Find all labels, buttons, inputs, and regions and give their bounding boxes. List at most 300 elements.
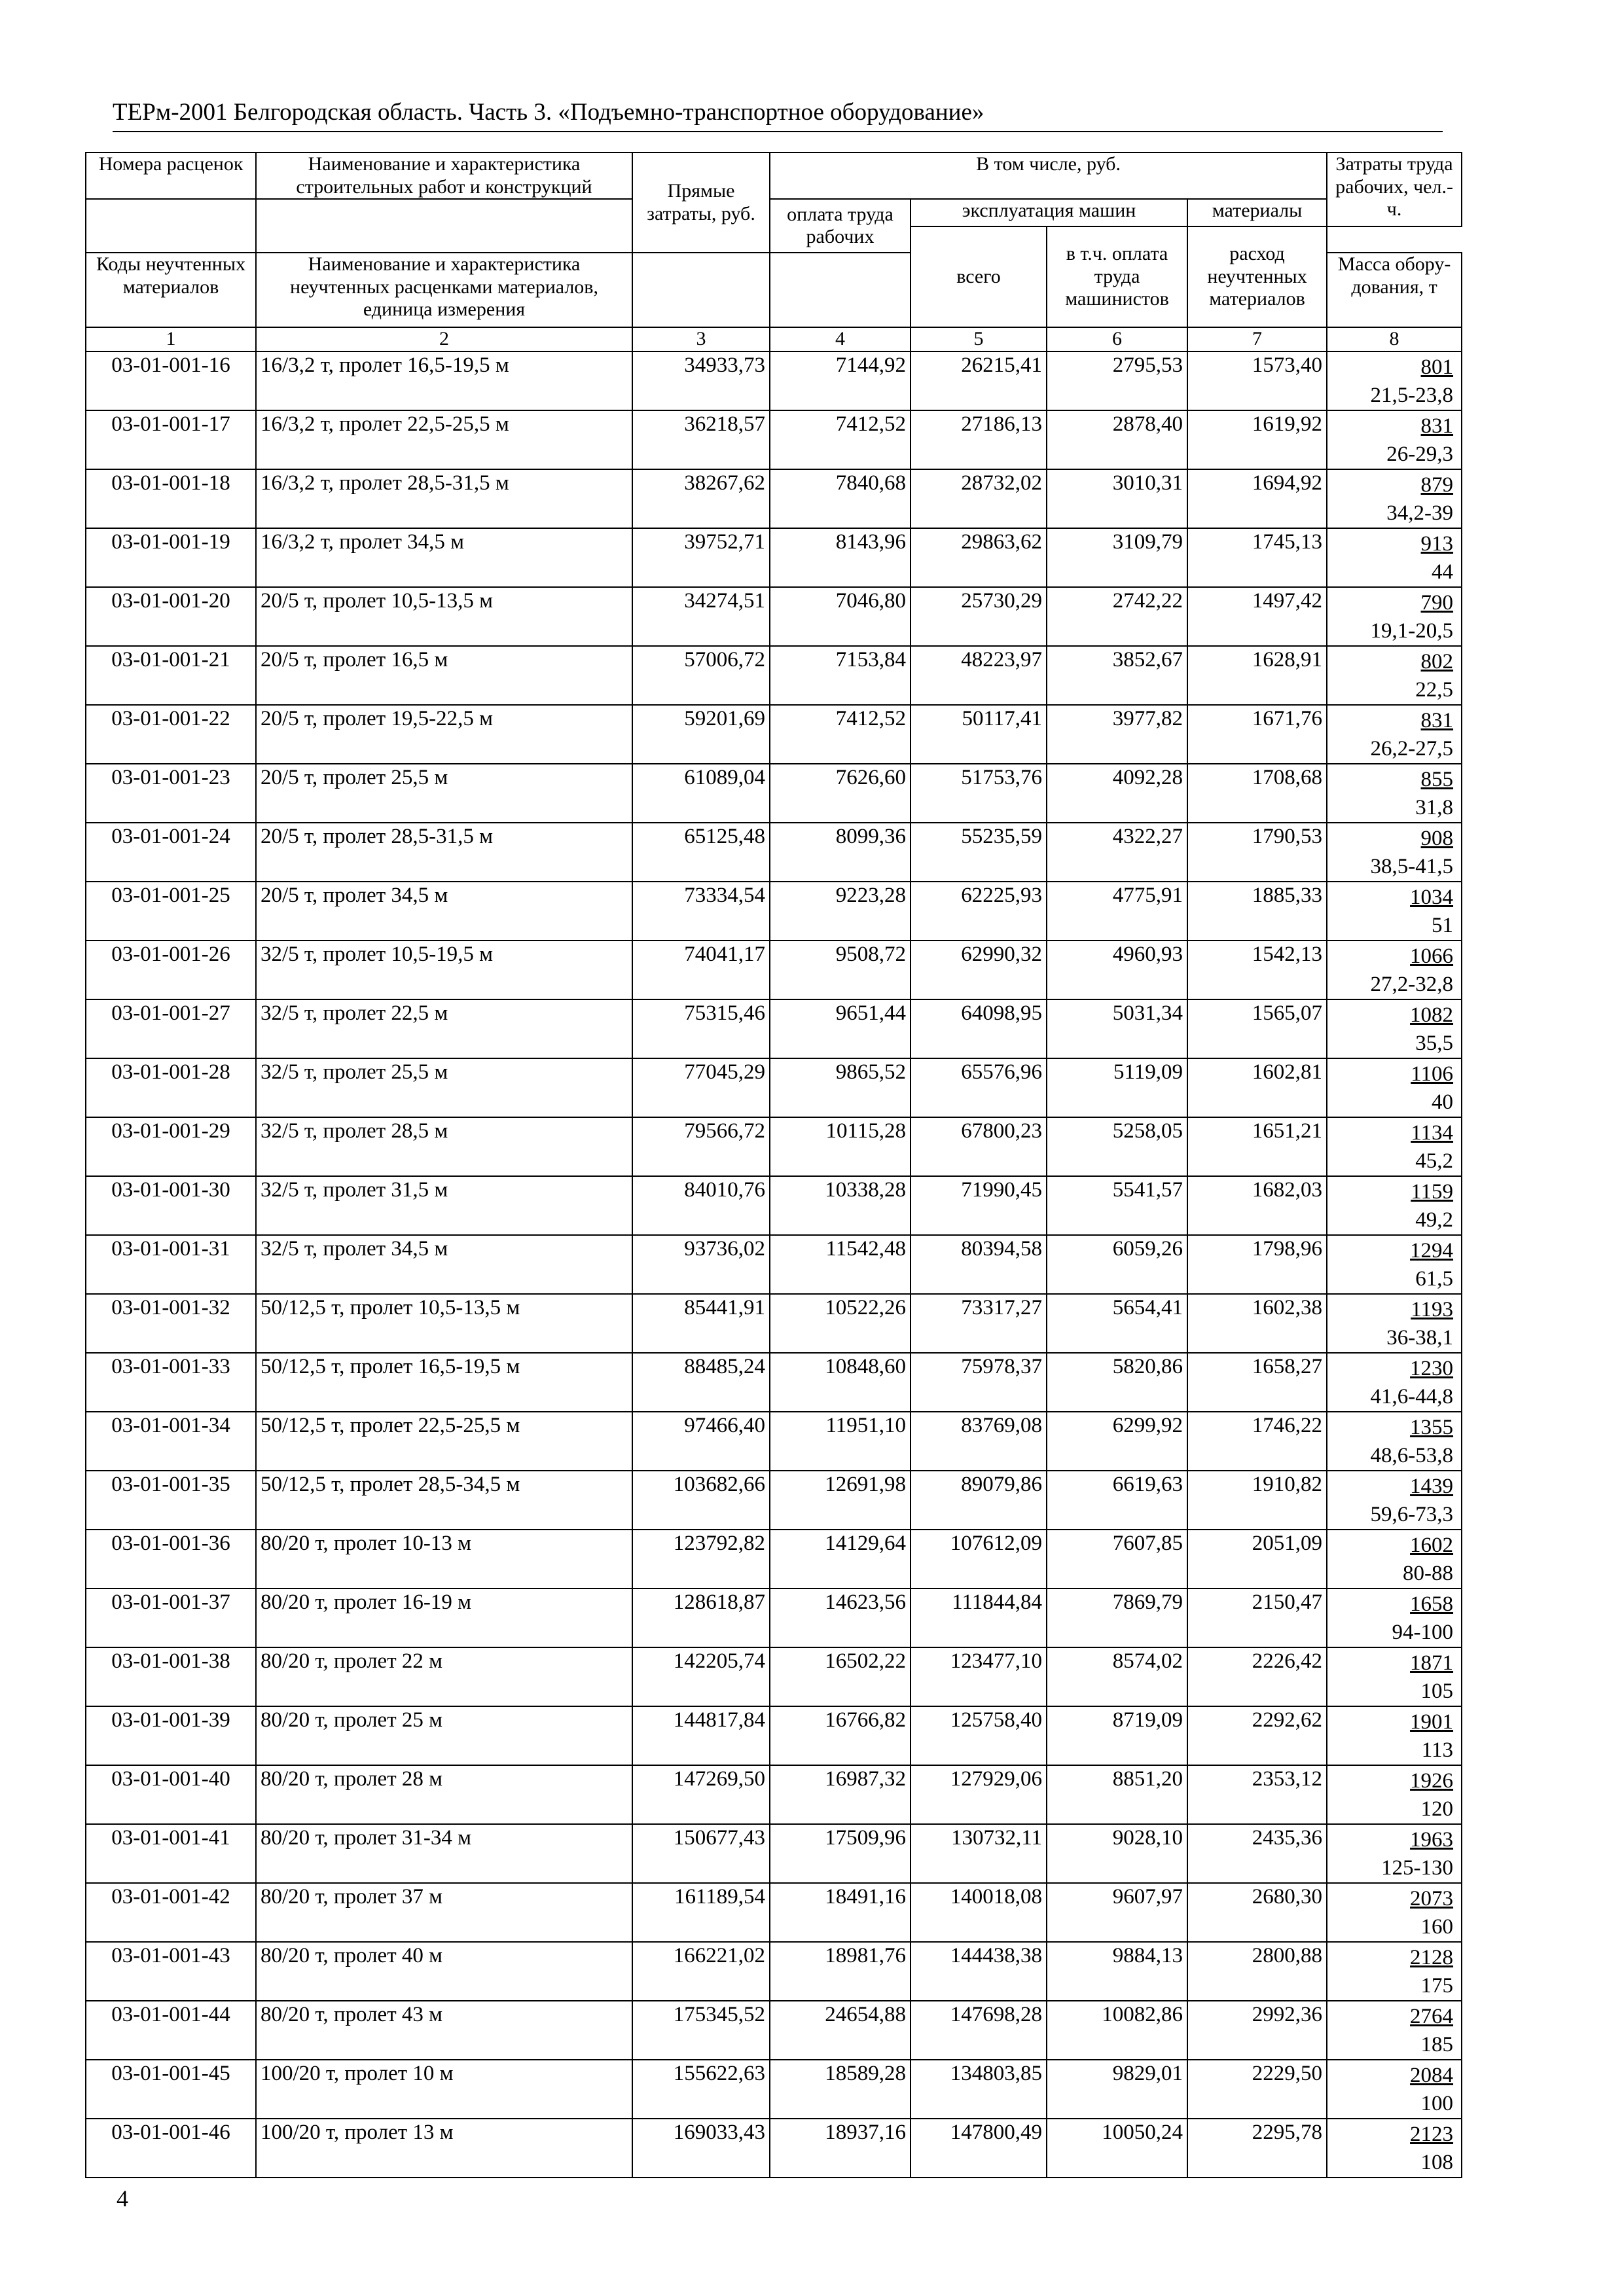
work-name-cell: 20/5 т, пролет 10,5-13,5 м (256, 587, 632, 646)
worker-pay-cell: 17509,96 (770, 1824, 911, 1883)
equipment-mass-value: 51 (1432, 913, 1454, 937)
work-name-cell: 80/20 т, пролет 31-34 м (256, 1824, 632, 1883)
table-row (86, 1117, 1462, 1176)
materials-cell: 1790,53 (1187, 823, 1327, 882)
machines-total-cell: 50117,41 (911, 705, 1047, 764)
table-row (86, 941, 1462, 999)
equipment-mass-value: 36-38,1 (1386, 1325, 1454, 1350)
column-number: 3 (632, 327, 770, 351)
labor-hours-value: 1901 (1410, 1710, 1454, 1734)
column-number: 6 (1047, 327, 1187, 351)
direct-costs-cell: 103682,66 (632, 1471, 770, 1530)
machines-total-cell: 71990,45 (911, 1176, 1047, 1235)
table-row (86, 2060, 1462, 2119)
equipment-mass-value: 94-100 (1392, 1620, 1454, 1644)
worker-pay-cell: 10522,26 (770, 1294, 911, 1353)
labor-hours-mass-cell (1327, 587, 1462, 646)
work-name-cell: 80/20 т, пролет 28 м (256, 1765, 632, 1824)
materials-cell: 2229,50 (1187, 2060, 1327, 2119)
labor-hours-value: 1159 (1411, 1179, 1454, 1204)
worker-pay-cell: 7144,92 (770, 351, 911, 410)
equipment-mass-value: 31,8 (1415, 795, 1454, 819)
materials-cell: 1885,33 (1187, 882, 1327, 941)
labor-hours-value: 1066 (1410, 944, 1454, 968)
labor-hours-mass-cell (1327, 1942, 1462, 2001)
labor-hours-value: 908 (1420, 826, 1454, 850)
operator-pay-cell: 4960,93 (1047, 941, 1187, 999)
direct-costs-cell: 88485,24 (632, 1353, 770, 1412)
worker-pay-cell: 24654,88 (770, 2001, 911, 2060)
rate-code-cell: 03-01-001-33 (86, 1353, 256, 1412)
labor-hours-mass-cell (1327, 941, 1462, 999)
worker-pay-cell: 7153,84 (770, 646, 911, 705)
rate-code-cell: 03-01-001-34 (86, 1412, 256, 1471)
header-direct-costs: Прямые затраты, руб. (632, 152, 770, 253)
machines-total-cell: 62990,32 (911, 941, 1047, 999)
table-row (86, 823, 1462, 882)
materials-cell: 1497,42 (1187, 587, 1327, 646)
work-name-cell: 16/3,2 т, пролет 28,5-31,5 м (256, 469, 632, 528)
work-name-cell: 80/20 т, пролет 22 м (256, 1647, 632, 1706)
rate-code-cell: 03-01-001-29 (86, 1117, 256, 1176)
labor-hours-mass-cell (1327, 646, 1462, 705)
rate-code-cell: 03-01-001-28 (86, 1058, 256, 1117)
operator-pay-cell: 9884,13 (1047, 1942, 1187, 2001)
labor-hours-mass-cell (1327, 1412, 1462, 1471)
operator-pay-cell: 5541,57 (1047, 1176, 1187, 1235)
header-direct-costs-cont (632, 253, 770, 327)
operator-pay-cell: 5119,09 (1047, 1058, 1187, 1117)
worker-pay-cell: 7840,68 (770, 469, 911, 528)
machines-total-cell: 125758,40 (911, 1706, 1047, 1765)
materials-cell: 1746,22 (1187, 1412, 1327, 1471)
table-row (86, 705, 1462, 764)
work-name-cell: 32/5 т, пролет 22,5 м (256, 999, 632, 1058)
operator-pay-cell: 5258,05 (1047, 1117, 1187, 1176)
operator-pay-cell: 9829,01 (1047, 2060, 1187, 2119)
materials-cell: 2051,09 (1187, 1530, 1327, 1588)
labor-hours-value: 1602 (1410, 1533, 1454, 1557)
materials-cell: 2353,12 (1187, 1765, 1327, 1824)
materials-cell: 1910,82 (1187, 1471, 1327, 1530)
header-rule (113, 131, 1443, 132)
labor-hours-value: 1963 (1410, 1827, 1454, 1852)
work-name-cell: 20/5 т, пролет 34,5 м (256, 882, 632, 941)
operator-pay-cell: 2878,40 (1047, 410, 1187, 469)
table-row (86, 587, 1462, 646)
materials-cell: 1682,03 (1187, 1176, 1327, 1235)
worker-pay-cell: 7412,52 (770, 410, 911, 469)
machines-total-cell: 67800,23 (911, 1117, 1047, 1176)
column-number: 8 (1327, 327, 1462, 351)
rate-code-cell: 03-01-001-26 (86, 941, 256, 999)
labor-hours-mass-cell (1327, 410, 1462, 469)
worker-pay-cell: 10338,28 (770, 1176, 911, 1235)
materials-cell: 2226,42 (1187, 1647, 1327, 1706)
direct-costs-cell: 123792,82 (632, 1530, 770, 1588)
equipment-mass-value: 125-130 (1381, 1856, 1454, 1880)
materials-cell: 2680,30 (1187, 1883, 1327, 1942)
worker-pay-cell: 18491,16 (770, 1883, 911, 1942)
table-row (86, 999, 1462, 1058)
machines-total-cell: 127929,06 (911, 1765, 1047, 1824)
equipment-mass-value: 80-88 (1403, 1561, 1454, 1585)
equipment-mass-value: 185 (1420, 2032, 1454, 2056)
labor-hours-value: 1082 (1410, 1003, 1454, 1027)
machines-total-cell: 140018,08 (911, 1883, 1047, 1942)
worker-pay-cell: 9865,52 (770, 1058, 911, 1117)
labor-hours-value: 1230 (1410, 1356, 1454, 1380)
table-row (86, 1235, 1462, 1294)
labor-hours-mass-cell (1327, 1765, 1462, 1824)
equipment-mass-value: 26-29,3 (1386, 442, 1454, 466)
machines-total-cell: 123477,10 (911, 1647, 1047, 1706)
equipment-mass-value: 35,5 (1415, 1031, 1454, 1055)
equipment-mass-value: 105 (1420, 1679, 1454, 1703)
equipment-mass-value: 113 (1421, 1738, 1454, 1762)
labor-hours-mass-cell (1327, 1117, 1462, 1176)
equipment-mass-value: 34,2-39 (1386, 501, 1454, 525)
direct-costs-cell: 84010,76 (632, 1176, 770, 1235)
labor-hours-mass-cell (1327, 1235, 1462, 1294)
worker-pay-cell: 14129,64 (770, 1530, 911, 1588)
worker-pay-cell: 16987,32 (770, 1765, 911, 1824)
page-number: 4 (117, 2185, 128, 2212)
table-row (86, 1471, 1462, 1530)
operator-pay-cell: 5820,86 (1047, 1353, 1187, 1412)
machines-total-cell: 130732,11 (911, 1824, 1047, 1883)
machines-total-cell: 111844,84 (911, 1588, 1047, 1647)
table-row (86, 1942, 1462, 2001)
direct-costs-cell: 175345,52 (632, 2001, 770, 2060)
direct-costs-cell: 144817,84 (632, 1706, 770, 1765)
machines-total-cell: 83769,08 (911, 1412, 1047, 1471)
labor-hours-mass-cell (1327, 1706, 1462, 1765)
machines-total-cell: 147698,28 (911, 2001, 1047, 2060)
operator-pay-cell: 5654,41 (1047, 1294, 1187, 1353)
materials-cell: 2992,36 (1187, 2001, 1327, 2060)
labor-hours-value: 879 (1420, 473, 1454, 497)
direct-costs-cell: 75315,46 (632, 999, 770, 1058)
materials-cell: 1651,21 (1187, 1117, 1327, 1176)
labor-hours-mass-cell (1327, 1058, 1462, 1117)
rate-code-cell: 03-01-001-35 (86, 1471, 256, 1530)
labor-hours-value: 2084 (1410, 2063, 1454, 2087)
materials-cell: 1573,40 (1187, 351, 1327, 410)
work-name-cell: 80/20 т, пролет 25 м (256, 1706, 632, 1765)
labor-hours-value: 1106 (1411, 1062, 1454, 1086)
equipment-mass-value: 120 (1420, 1797, 1454, 1821)
work-name-cell: 80/20 т, пролет 10-13 м (256, 1530, 632, 1588)
worker-pay-cell: 16766,82 (770, 1706, 911, 1765)
header-materials: материалы (1187, 199, 1327, 226)
materials-cell: 1602,38 (1187, 1294, 1327, 1353)
worker-pay-cell: 7412,52 (770, 705, 911, 764)
work-name-cell: 100/20 т, пролет 10 м (256, 2060, 632, 2119)
header-work-name: Наименование и характеристика строительных работ и конструкций (256, 152, 632, 199)
work-name-cell: 80/20 т, пролет 37 м (256, 1883, 632, 1942)
rate-code-cell: 03-01-001-18 (86, 469, 256, 528)
column-number: 2 (256, 327, 632, 351)
materials-cell: 1565,07 (1187, 999, 1327, 1058)
header-worker-pay-cont (770, 253, 911, 327)
direct-costs-cell: 34933,73 (632, 351, 770, 410)
labor-hours-mass-cell (1327, 1824, 1462, 1883)
labor-hours-mass-cell (1327, 999, 1462, 1058)
operator-pay-cell: 10082,86 (1047, 2001, 1187, 2060)
direct-costs-cell: 79566,72 (632, 1117, 770, 1176)
table-row (86, 1824, 1462, 1883)
direct-costs-cell: 142205,74 (632, 1647, 770, 1706)
direct-costs-cell: 73334,54 (632, 882, 770, 941)
header-machines-total: всего (911, 226, 1047, 327)
operator-pay-cell: 4775,91 (1047, 882, 1187, 941)
machines-total-cell: 107612,09 (911, 1530, 1047, 1588)
labor-hours-value: 1134 (1411, 1121, 1454, 1145)
table-row (86, 1353, 1462, 1412)
machines-total-cell: 64098,95 (911, 999, 1047, 1058)
work-name-cell: 50/12,5 т, пролет 10,5-13,5 м (256, 1294, 632, 1353)
labor-hours-mass-cell (1327, 1530, 1462, 1588)
equipment-mass-value: 45,2 (1415, 1149, 1454, 1173)
table-row (86, 1765, 1462, 1824)
table-row (86, 528, 1462, 587)
operator-pay-cell: 7869,79 (1047, 1588, 1187, 1647)
work-name-cell: 80/20 т, пролет 16-19 м (256, 1588, 632, 1647)
rate-code-cell: 03-01-001-40 (86, 1765, 256, 1824)
labor-hours-mass-cell (1327, 2119, 1462, 2178)
table-row (86, 2001, 1462, 2060)
equipment-mass-value: 27,2-32,8 (1370, 972, 1454, 996)
equipment-mass-value: 19,1-20,5 (1370, 619, 1454, 643)
column-number-row (86, 327, 1462, 351)
table-row (86, 410, 1462, 469)
worker-pay-cell: 18981,76 (770, 1942, 911, 2001)
labor-hours-mass-cell (1327, 1353, 1462, 1412)
operator-pay-cell: 7607,85 (1047, 1530, 1187, 1588)
direct-costs-cell: 155622,63 (632, 2060, 770, 2119)
header-rate-number-cont (86, 199, 256, 253)
worker-pay-cell: 10115,28 (770, 1117, 911, 1176)
equipment-mass-value: 40 (1432, 1090, 1454, 1114)
rate-code-cell: 03-01-001-43 (86, 1942, 256, 2001)
labor-hours-value: 1871 (1410, 1651, 1454, 1675)
column-number: 7 (1187, 327, 1327, 351)
table-row (86, 882, 1462, 941)
worker-pay-cell: 9508,72 (770, 941, 911, 999)
machines-total-cell: 48223,97 (911, 646, 1047, 705)
rates-table (85, 152, 1462, 2178)
labor-hours-value: 2073 (1410, 1886, 1454, 1910)
header-material-codes: Коды неучтенных материалов (86, 253, 256, 327)
materials-cell: 2150,47 (1187, 1588, 1327, 1647)
equipment-mass-value: 44 (1432, 560, 1454, 584)
materials-cell: 2295,78 (1187, 2119, 1327, 2178)
work-name-cell: 32/5 т, пролет 34,5 м (256, 1235, 632, 1294)
equipment-mass-value: 48,6-53,8 (1370, 1443, 1454, 1467)
direct-costs-cell: 93736,02 (632, 1235, 770, 1294)
work-name-cell: 80/20 т, пролет 43 м (256, 2001, 632, 2060)
equipment-mass-value: 160 (1420, 1914, 1454, 1939)
table-row (86, 646, 1462, 705)
work-name-cell: 32/5 т, пролет 31,5 м (256, 1176, 632, 1235)
rate-code-cell: 03-01-001-45 (86, 2060, 256, 2119)
rate-code-cell: 03-01-001-24 (86, 823, 256, 882)
machines-total-cell: 51753,76 (911, 764, 1047, 823)
labor-hours-mass-cell (1327, 1176, 1462, 1235)
machines-total-cell: 89079,86 (911, 1471, 1047, 1530)
worker-pay-cell: 18589,28 (770, 2060, 911, 2119)
labor-hours-value: 1294 (1410, 1238, 1454, 1263)
equipment-mass-value: 49,2 (1415, 1208, 1454, 1232)
labor-hours-value: 802 (1420, 649, 1454, 673)
labor-hours-value: 1926 (1410, 1768, 1454, 1793)
worker-pay-cell: 7046,80 (770, 587, 911, 646)
column-number: 5 (911, 327, 1047, 351)
rate-code-cell: 03-01-001-23 (86, 764, 256, 823)
rate-code-cell: 03-01-001-36 (86, 1530, 256, 1588)
machines-total-cell: 65576,96 (911, 1058, 1047, 1117)
direct-costs-cell: 169033,43 (632, 2119, 770, 2178)
work-name-cell: 50/12,5 т, пролет 22,5-25,5 м (256, 1412, 632, 1471)
operator-pay-cell: 9607,97 (1047, 1883, 1187, 1942)
materials-cell: 1798,96 (1187, 1235, 1327, 1294)
rate-code-cell: 03-01-001-22 (86, 705, 256, 764)
machines-total-cell: 25730,29 (911, 587, 1047, 646)
materials-cell: 1619,92 (1187, 410, 1327, 469)
operator-pay-cell: 3977,82 (1047, 705, 1187, 764)
page-header: ТЕРм-2001 Белгородская область. Часть 3. «Подъемно-транспортное оборудование» (113, 99, 984, 126)
worker-pay-cell: 12691,98 (770, 1471, 911, 1530)
work-name-cell: 16/3,2 т, пролет 22,5-25,5 м (256, 410, 632, 469)
direct-costs-cell: 61089,04 (632, 764, 770, 823)
header-labor-hours: Затраты труда рабочих, чел.-ч. (1327, 152, 1462, 226)
materials-cell: 1745,13 (1187, 528, 1327, 587)
labor-hours-value: 1355 (1410, 1415, 1454, 1439)
equipment-mass-value: 59,6-73,3 (1370, 1502, 1454, 1526)
labor-hours-value: 2128 (1410, 1945, 1454, 1969)
materials-cell: 2800,88 (1187, 1942, 1327, 2001)
labor-hours-mass-cell (1327, 1883, 1462, 1942)
operator-pay-cell: 4322,27 (1047, 823, 1187, 882)
labor-hours-value: 1193 (1411, 1297, 1454, 1321)
worker-pay-cell: 10848,60 (770, 1353, 911, 1412)
rate-code-cell: 03-01-001-32 (86, 1294, 256, 1353)
work-name-cell: 16/3,2 т, пролет 34,5 м (256, 528, 632, 587)
labor-hours-value: 1658 (1410, 1592, 1454, 1616)
worker-pay-cell: 7626,60 (770, 764, 911, 823)
direct-costs-cell: 147269,50 (632, 1765, 770, 1824)
direct-costs-cell: 166221,02 (632, 1942, 770, 2001)
materials-cell: 1628,91 (1187, 646, 1327, 705)
materials-cell: 1658,27 (1187, 1353, 1327, 1412)
worker-pay-cell: 8143,96 (770, 528, 911, 587)
machines-total-cell: 147800,49 (911, 2119, 1047, 2178)
machines-total-cell: 134803,85 (911, 2060, 1047, 2119)
equipment-mass-value: 108 (1420, 2150, 1454, 2174)
table-row (86, 1883, 1462, 1942)
work-name-cell: 32/5 т, пролет 10,5-19,5 м (256, 941, 632, 999)
direct-costs-cell: 39752,71 (632, 528, 770, 587)
table-row (86, 1647, 1462, 1706)
header-operator-pay: в т.ч. оплата труда машинистов (1047, 226, 1187, 327)
operator-pay-cell: 3852,67 (1047, 646, 1187, 705)
direct-costs-cell: 150677,43 (632, 1824, 770, 1883)
machines-total-cell: 75978,37 (911, 1353, 1047, 1412)
machines-total-cell: 144438,38 (911, 1942, 1047, 2001)
operator-pay-cell: 8719,09 (1047, 1706, 1187, 1765)
operator-pay-cell: 8851,20 (1047, 1765, 1187, 1824)
table-row (86, 1588, 1462, 1647)
rate-code-cell: 03-01-001-30 (86, 1176, 256, 1235)
header-equipment-mass: Масса обору-дования, т (1327, 253, 1462, 327)
rate-code-cell: 03-01-001-27 (86, 999, 256, 1058)
labor-hours-value: 913 (1420, 531, 1454, 556)
machines-total-cell: 26215,41 (911, 351, 1047, 410)
equipment-mass-value: 175 (1420, 1973, 1454, 1998)
worker-pay-cell: 9223,28 (770, 882, 911, 941)
worker-pay-cell: 18937,16 (770, 2119, 911, 2178)
operator-pay-cell: 8574,02 (1047, 1647, 1187, 1706)
labor-hours-mass-cell (1327, 705, 1462, 764)
work-name-cell: 20/5 т, пролет 19,5-22,5 м (256, 705, 632, 764)
header-including-group: В том числе, руб. (770, 152, 1327, 199)
labor-hours-value: 790 (1420, 590, 1454, 615)
direct-costs-cell: 34274,51 (632, 587, 770, 646)
labor-hours-value: 801 (1420, 355, 1454, 379)
worker-pay-cell: 16502,22 (770, 1647, 911, 1706)
labor-hours-mass-cell (1327, 823, 1462, 882)
direct-costs-cell: 38267,62 (632, 469, 770, 528)
operator-pay-cell: 6619,63 (1047, 1471, 1187, 1530)
work-name-cell: 20/5 т, пролет 25,5 м (256, 764, 632, 823)
equipment-mass-value: 100 (1420, 2091, 1454, 2115)
rate-code-cell: 03-01-001-20 (86, 587, 256, 646)
labor-hours-mass-cell (1327, 528, 1462, 587)
materials-cell: 1542,13 (1187, 941, 1327, 999)
column-number: 4 (770, 327, 911, 351)
table-row (86, 469, 1462, 528)
header-unaccounted-materials: расход неучтенных материалов (1187, 226, 1327, 327)
operator-pay-cell: 2795,53 (1047, 351, 1187, 410)
worker-pay-cell: 9651,44 (770, 999, 911, 1058)
machines-total-cell: 28732,02 (911, 469, 1047, 528)
direct-costs-cell: 161189,54 (632, 1883, 770, 1942)
work-name-cell: 50/12,5 т, пролет 28,5-34,5 м (256, 1471, 632, 1530)
work-name-cell: 100/20 т, пролет 13 м (256, 2119, 632, 2178)
operator-pay-cell: 10050,24 (1047, 2119, 1187, 2178)
direct-costs-cell: 36218,57 (632, 410, 770, 469)
operator-pay-cell: 6299,92 (1047, 1412, 1187, 1471)
materials-cell: 1602,81 (1187, 1058, 1327, 1117)
rate-code-cell: 03-01-001-46 (86, 2119, 256, 2178)
table-row (86, 1176, 1462, 1235)
rate-code-cell: 03-01-001-19 (86, 528, 256, 587)
machines-total-cell: 27186,13 (911, 410, 1047, 469)
column-number: 1 (86, 327, 256, 351)
rate-code-cell: 03-01-001-41 (86, 1824, 256, 1883)
direct-costs-cell: 77045,29 (632, 1058, 770, 1117)
labor-hours-value: 1439 (1410, 1474, 1454, 1498)
labor-hours-value: 2764 (1410, 2004, 1454, 2028)
worker-pay-cell: 11951,10 (770, 1412, 911, 1471)
equipment-mass-value: 22,5 (1415, 677, 1454, 702)
labor-hours-mass-cell (1327, 351, 1462, 410)
rate-code-cell: 03-01-001-21 (86, 646, 256, 705)
labor-hours-mass-cell (1327, 1294, 1462, 1353)
operator-pay-cell: 4092,28 (1047, 764, 1187, 823)
direct-costs-cell: 74041,17 (632, 941, 770, 999)
